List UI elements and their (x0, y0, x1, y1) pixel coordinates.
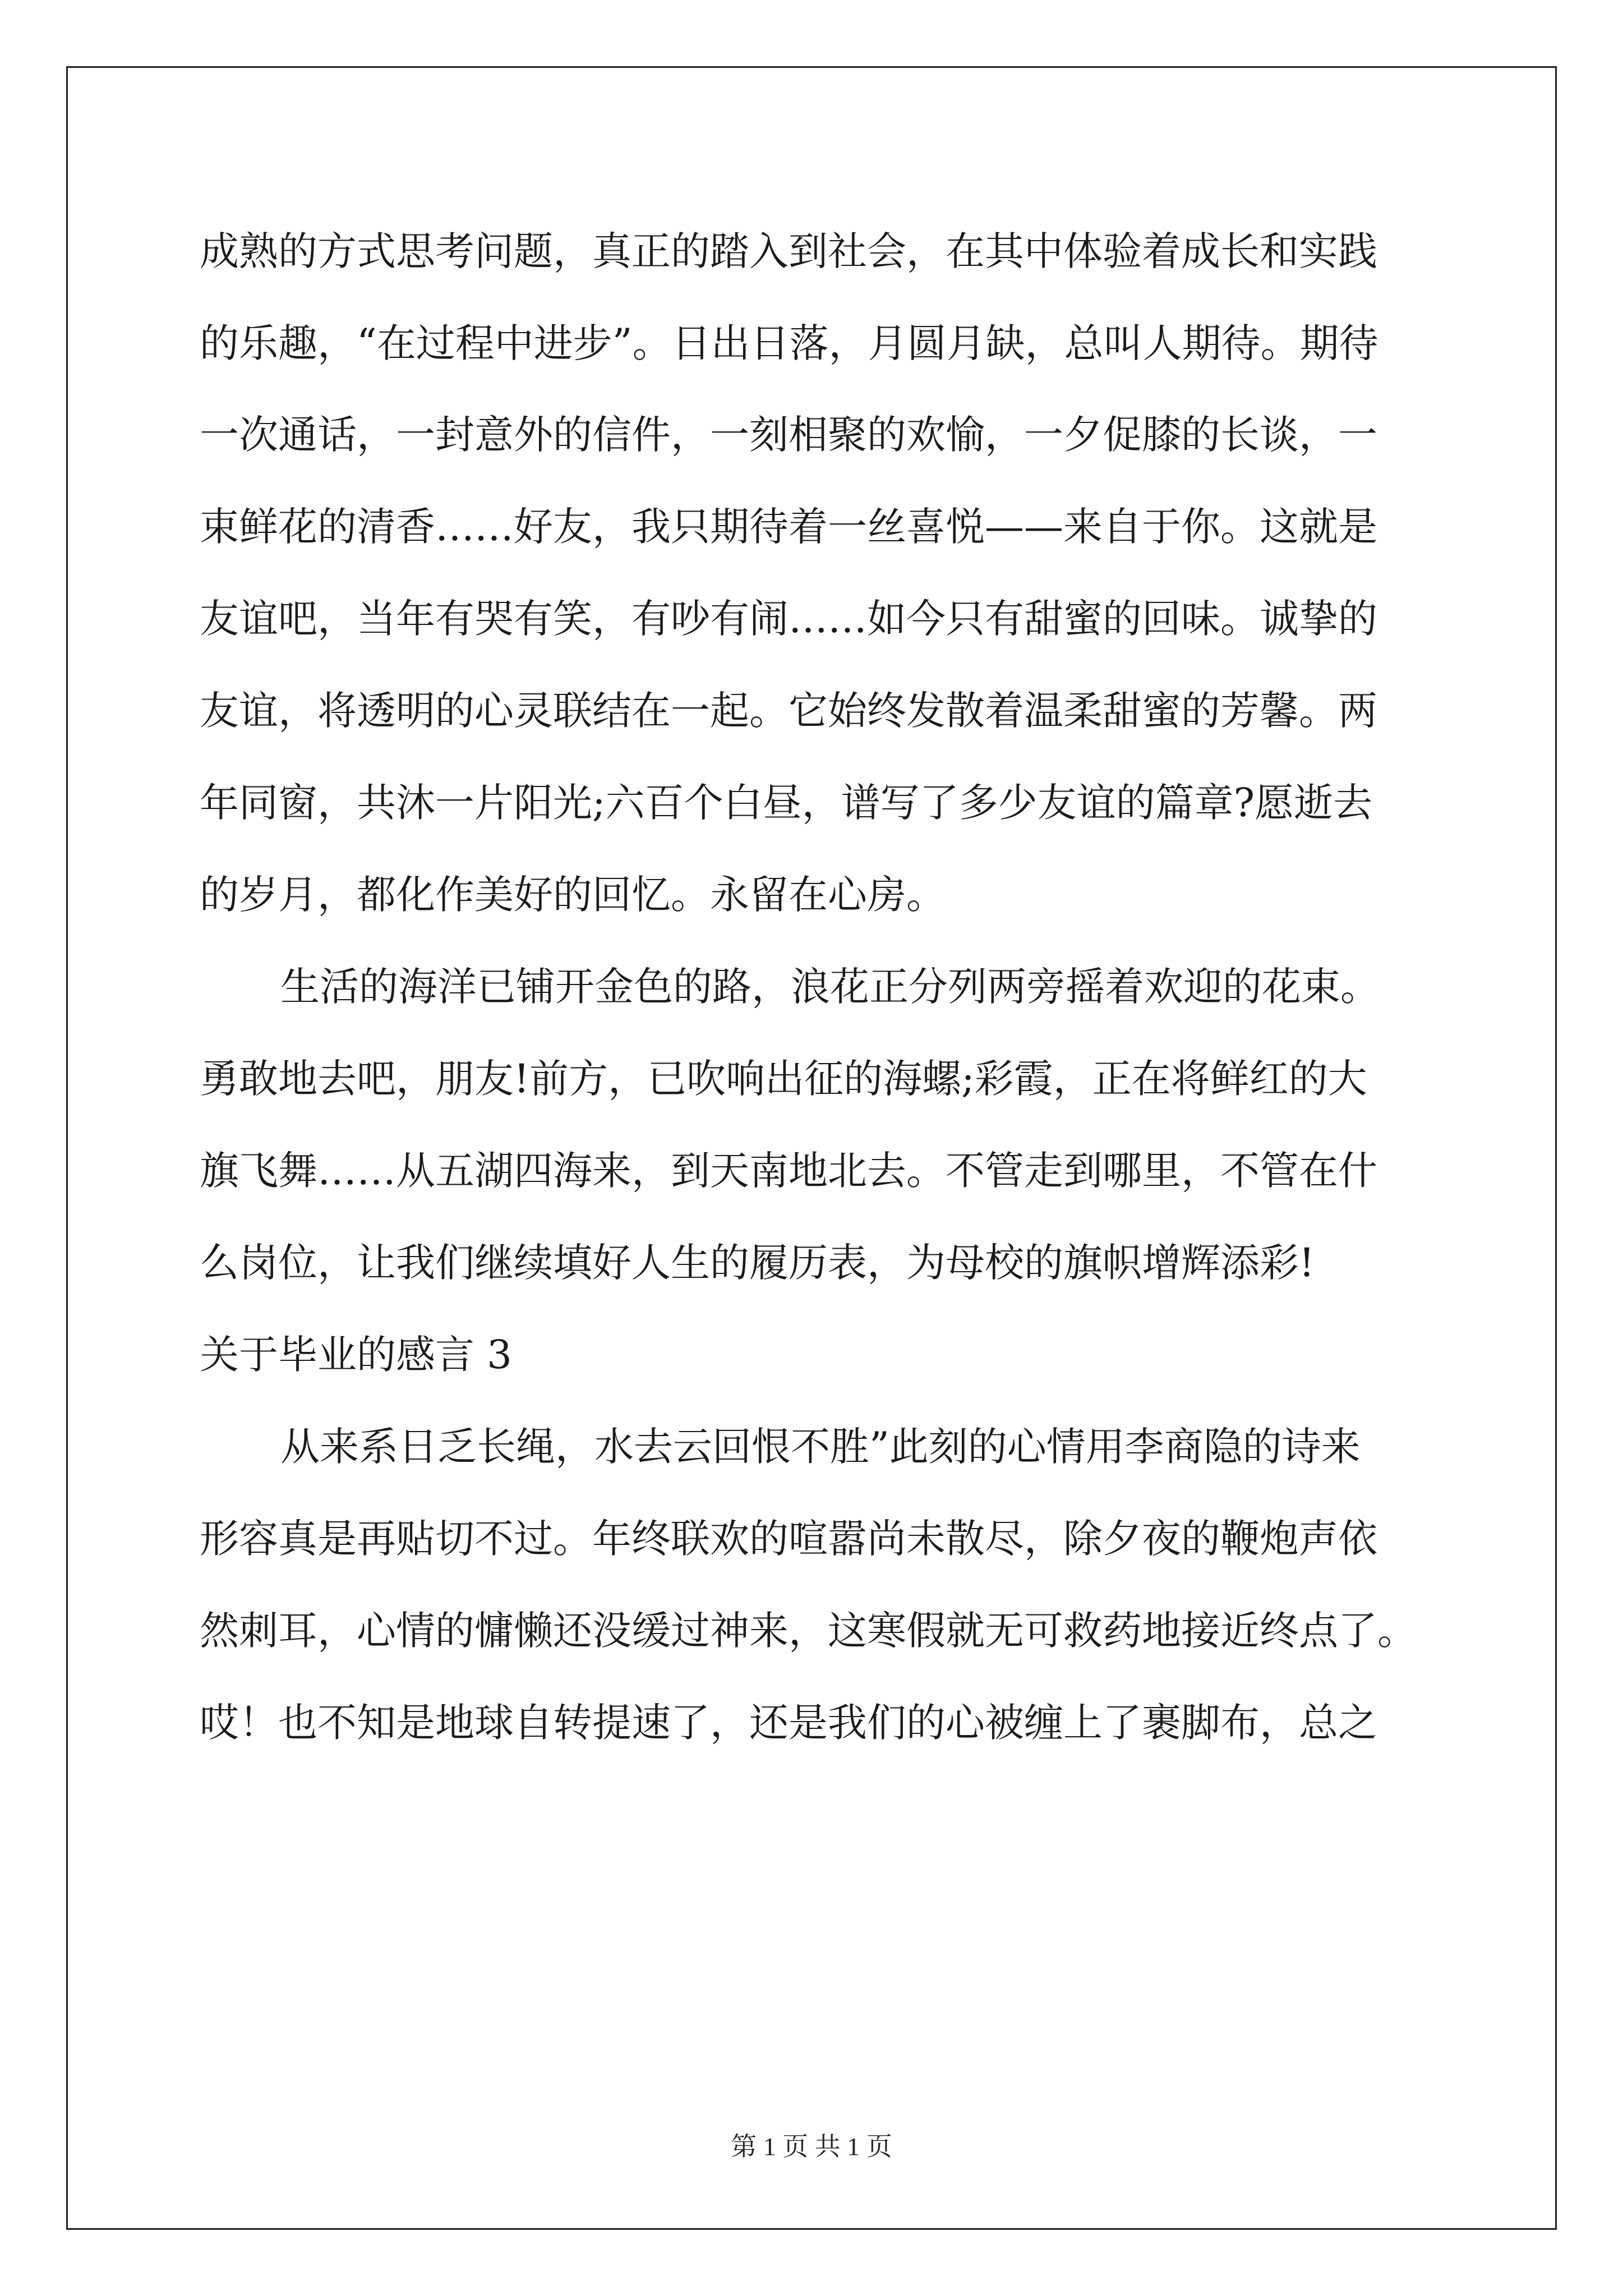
text-line: 友谊吧，当年有哭有笑，有吵有闹……如今只有甜蜜的回味。诚挚的 (200, 596, 1377, 642)
paragraph-start-line: 生活的海洋已铺开金色的路，浪花正分列两旁摇着欢迎的花束。 (280, 964, 1380, 1010)
page-footer: 第 1 页 共 1 页 (731, 2132, 892, 2161)
text-line: 年同窗，共沐一片阳光;六百个白昼，谱写了多少友谊的篇章?愿逝去 (200, 780, 1373, 826)
text-line: 一次通话，一封意外的信件，一刻相聚的欢愉，一夕促膝的长谈，一 (200, 412, 1377, 458)
text-line: 成熟的方式思考问题，真正的踏入到社会，在其中体验着成长和实践 (200, 228, 1377, 274)
text-line: 的岁月，都化作美好的回忆。永留在心房。 (200, 872, 946, 918)
text-line: 友谊，将透明的心灵联结在一起。它始终发散着温柔甜蜜的芳馨。两 (200, 688, 1377, 734)
text-line: 勇敢地去吧，朋友!前方，已吹响出征的海螺;彩霞，正在将鲜红的大 (200, 1056, 1367, 1102)
text-line: 旗飞舞……从五湖四海来，到天南地北去。不管走到哪里，不管在什 (200, 1148, 1377, 1194)
section-heading: 关于毕业的感言 3 (200, 1332, 512, 1378)
text-line: 形容真是再贴切不过。年终联欢的喧嚣尚未散尽，除夕夜的鞭炮声依 (200, 1516, 1377, 1562)
paragraph-start-line: 从来系日乏长绳，水去云回恨不胜”此刻的心情用李商隐的诗来 (280, 1424, 1361, 1470)
text-line: 然刺耳，心情的慵懒还没缓过神来，这寒假就无可救药地接近终点了。 (200, 1608, 1417, 1654)
text-line: 束鲜花的清香……好友，我只期待着一丝喜悦——来自于你。这就是 (200, 504, 1377, 550)
text-line: 的乐趣，“在过程中进步”。日出日落，月圆月缺，总叫人期待。期待 (200, 320, 1378, 366)
text-line: 哎！也不知是地球自转提速了，还是我们的心被缠上了裹脚布，总之 (200, 1700, 1377, 1746)
text-line: 么岗位，让我们继续填好人生的履历表，为母校的旗帜增辉添彩! (200, 1240, 1315, 1286)
